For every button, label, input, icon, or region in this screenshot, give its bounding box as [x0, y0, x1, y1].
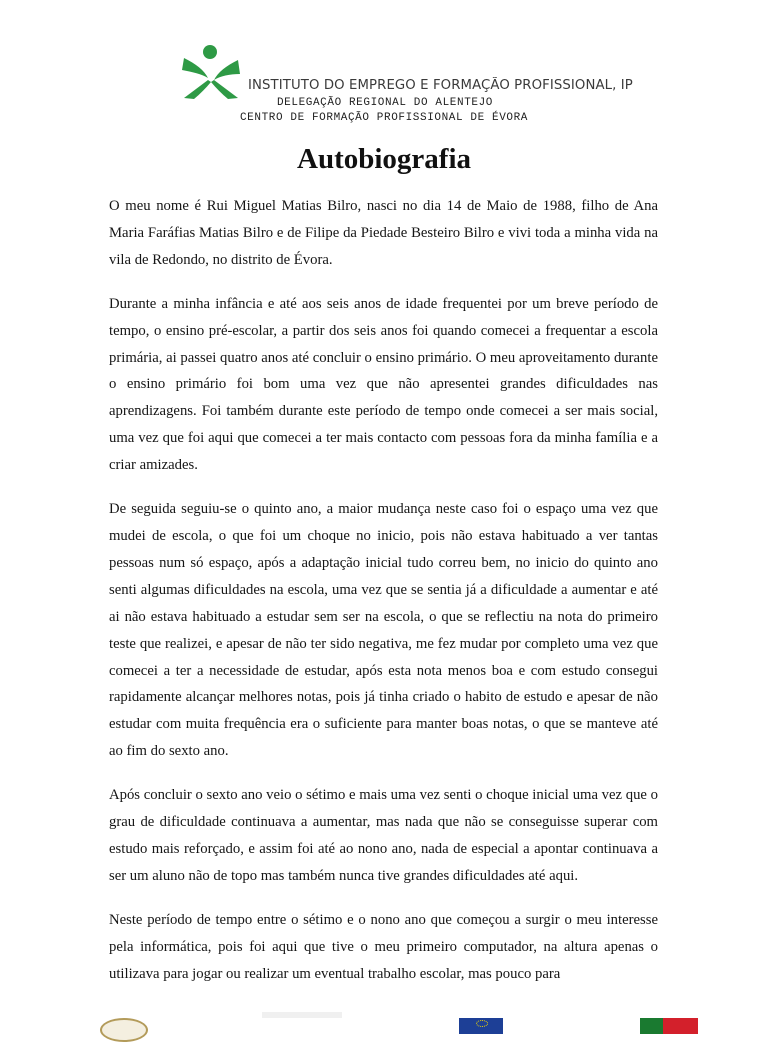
- document-title: Autobiografia: [297, 143, 471, 175]
- seal-logo-icon: [100, 1018, 148, 1042]
- delegation-line: DELEGAÇÃO REGIONAL DO ALENTEJO: [276, 97, 494, 109]
- institute-name: INSTITUTO DO EMPREGO E FORMAÇÃO PROFISSIONAL, IP: [248, 78, 633, 93]
- training-center-line: CENTRO DE FORMAÇÃO PROFISSIONAL DE ÉVORA: [239, 112, 529, 124]
- paragraph: Após concluir o sexto ano veio o sétimo e mais uma vez senti o choque inicial uma vez que o grau de dificuldade continuava a aumentar, mas nada que não se conseguisse superar com estudo mais reforçado, e assim foi até ao nono ano, nada de especial a apontar continuava a ser um aluno não de topo mas também nunca tive grandes dificuldades até aqui.: [109, 787, 658, 884]
- paragraph: De seguida seguiu-se o quinto ano, a maior mudança neste caso foi o espaço uma vez que mudei de escola, o que foi um choque no inicio, pois não estava habituado a ver tantas pessoas num só espaço, após a adaptação inicial tudo correu bem, no inicio do quinto ano senti algumas dificuldades na escola, uma vez que se sentia já a dificuldade a aumentar e até ai não estava habituado a estudar sem ser na escola, o que se reflectiu na nota do primeiro teste que realizei, e apesar de não ter sido negativa, me fez mudar por completo uma vez que comecei a ter a necessidade de estudar, após esta nota menos boa e com estudo consegui rapidamente alcançar melhores notas, pois já tinha criado o habito de estudo e apesar de não estudar com muita frequência era o suficiente para manter boas notas, o que se manteve até ao fim do sexto ano.: [109, 501, 658, 760]
- paragraph: Neste período de tempo entre o sétimo e o nono ano que começou a surgir o meu interesse pela informática, pois foi aqui que tive o meu primeiro computador, na altura apenas o utilizava para jogar ou realizar um eventual trabalho escolar, mas pouco para: [109, 911, 658, 982]
- footer-logos: [0, 1010, 768, 1024]
- paragraph: O meu nome é Rui Miguel Matias Bilro, nasci no dia 14 de Maio de 1988, filho de Ana Maria Faráfias Matias Bilro e de Filipe da Piedade Besteiro Bilro e vivi toda a minha vida na vila de Redondo, no distrito de Évora.: [109, 198, 658, 268]
- iefp-logo-icon: [180, 44, 242, 100]
- paragraph: Durante a minha infância e até aos seis anos de idade frequentei por um breve período de tempo, o ensino pré-escolar, a partir dos seis anos foi quando comecei a frequentar a escola primária, ai passei quatro anos até concluir o ensino primário. O meu aproveitamento durante o ensino primário foi bom uma vez que não apresentei grandes dificuldades nas aprendizagens. Foi também durante este período de tempo onde comecei a ser mais social, uma vez que foi aqui que comecei a ter mais contacto com pessoas fora da minha família e a criar amizades.: [109, 295, 658, 474]
- faint-logo-icon: [262, 1012, 342, 1018]
- portugal-flag-icon: [640, 1018, 698, 1034]
- letterhead: [0, 40, 768, 130]
- document-body: [109, 193, 658, 1004]
- eu-flag-icon: [459, 1018, 503, 1034]
